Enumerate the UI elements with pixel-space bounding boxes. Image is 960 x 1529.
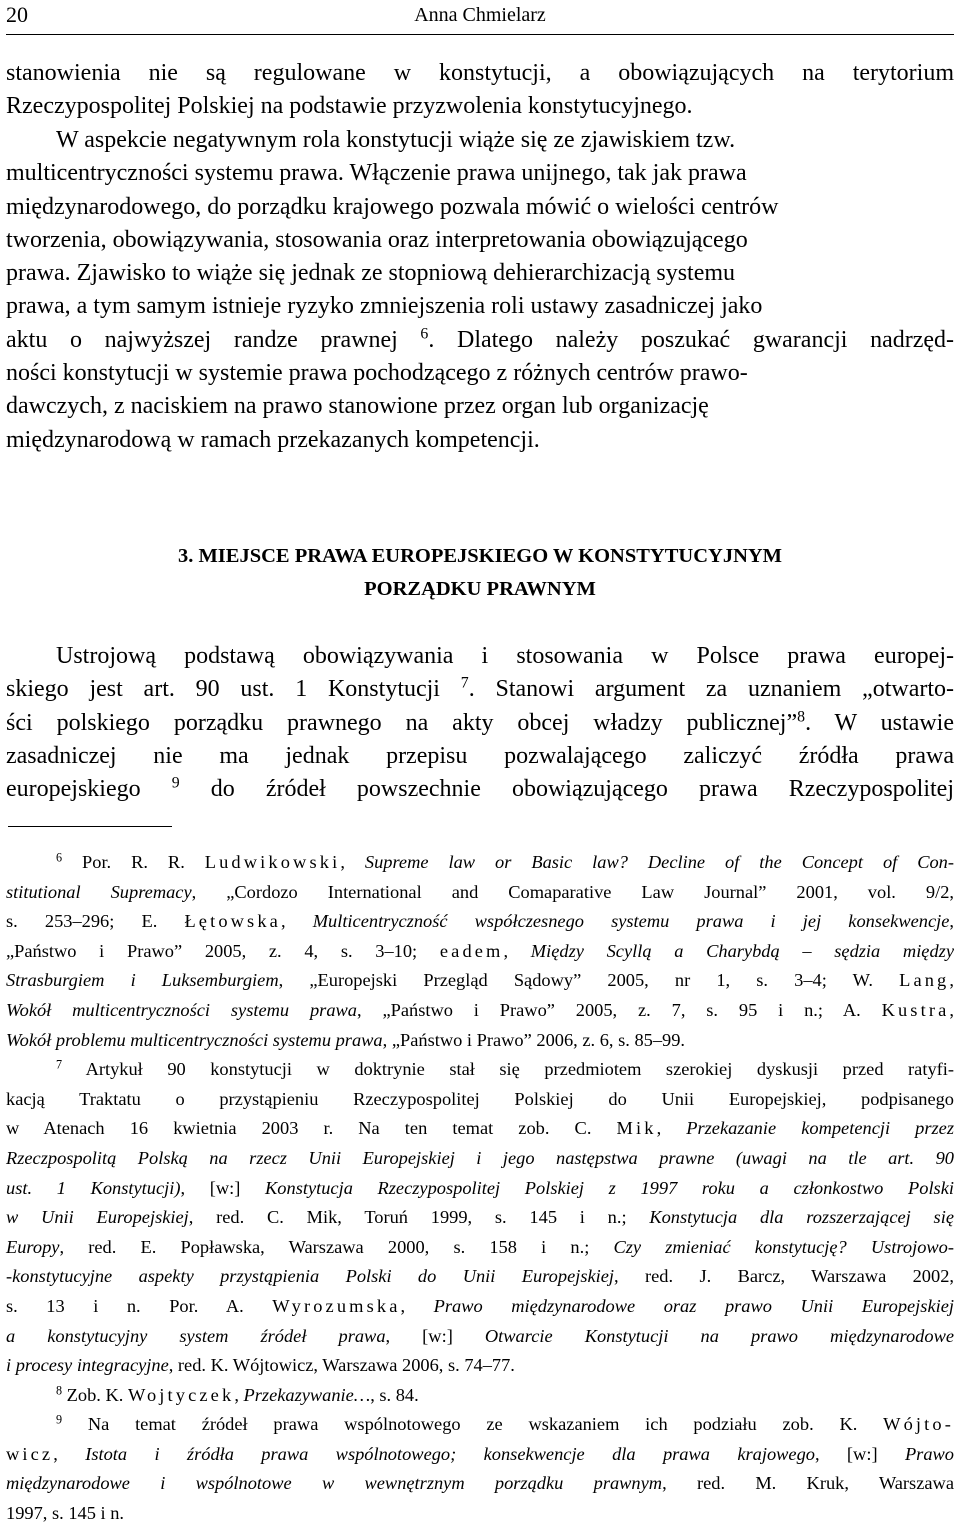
text-run: ści polskiego porządku prawnego na akty obcej władzy publicznej” xyxy=(6,709,798,736)
text-line: międzynarodową w ramach przekazanych kompetencji. xyxy=(6,426,540,453)
work-title: Prawo międzynarodowe oraz prawo Unii Europejskiej xyxy=(433,1295,954,1316)
footnote-line xyxy=(6,1085,954,1115)
footnote-line xyxy=(6,996,954,1026)
paragraph-multicentricity xyxy=(6,124,954,457)
work-title: a konstytucyjny system źródeł prawa xyxy=(6,1325,386,1346)
text-run: skiego jest art. 90 ust. 1 Konstytucji xyxy=(6,676,440,703)
footnote-8 xyxy=(6,1381,954,1411)
work-title: i procesy integracyjne xyxy=(6,1355,169,1376)
author-name: Ludwikowski xyxy=(204,852,341,872)
text-line: zasadniczej nie ma jednak przepisu pozwalającego zaliczyć źródła prawa xyxy=(6,742,954,769)
text-line: dawczych, z naciskiem na prawo stanowione przez organ lub organizację xyxy=(6,393,709,420)
text-line: stanowienia nie są regulowane w konstytucji, a obowiązujących na terytorium xyxy=(6,60,954,86)
work-title: Europy xyxy=(6,1236,60,1257)
text-run: , red. K. Wójtowicz, Warszawa 2006, s. 74–77. xyxy=(168,1355,515,1376)
text-run: , „Cordozo International and Comaparative Law Journal” 2001, vol. 9/2, xyxy=(191,881,955,902)
text-run: . Dlatego należy poszukać gwarancji nadrzęd- xyxy=(428,326,955,353)
text-run: Por. R. R. xyxy=(62,852,205,872)
text-line: Ustrojową podstawą obowiązywania i stosowania w Polsce prawa europej- xyxy=(56,643,954,669)
author-name: eadem xyxy=(439,940,504,961)
paragraph-legal-basis xyxy=(6,640,954,806)
footnote-number: 7 xyxy=(56,1057,63,1072)
author-name: Łętowska xyxy=(184,911,281,932)
work-title: Konstytucja Rzeczypospolitej Polskiej z 1997 roku a członkostwo Polski xyxy=(265,1177,954,1198)
text-run: , xyxy=(949,911,955,932)
footnote-line xyxy=(6,1144,954,1174)
footnote-separator xyxy=(8,826,172,827)
text-run: , xyxy=(340,852,365,872)
footnote-number: 6 xyxy=(56,850,63,865)
text-run: , [w:] xyxy=(814,1443,905,1464)
text-run: 1997, s. 145 i n. xyxy=(6,1503,125,1524)
section-heading-line: PORZĄDKU PRAWNYM xyxy=(364,578,596,600)
text-line: multicentryczności systemu prawa. Włączenie prawa unijnego, tak jak prawa xyxy=(6,160,747,187)
text-run: , red. E. Popławska, Warszawa 2000, s. 158 i n.; xyxy=(59,1236,614,1257)
text-line xyxy=(6,707,954,740)
text-run: , „Europejski Przegląd Sądowy” 2005, nr 1, s. 3–4; W. xyxy=(278,970,900,991)
running-head: Anna Chmielarz xyxy=(414,4,546,26)
footnote-line xyxy=(6,966,954,996)
text-line: tworzenia, obowiązywania, stosowania oraz interpretowania obowiązującego xyxy=(6,226,748,253)
text-run: , xyxy=(503,940,531,961)
text-run: Zob. K. xyxy=(62,1384,128,1405)
text-line: W aspekcie negatywnym rola konstytucji wiąże się ze zjawiskiem tzw. xyxy=(56,127,736,153)
work-title: Czy zmieniać konstytucję? Ustrojowo- xyxy=(613,1236,954,1257)
text-run: , xyxy=(400,1295,434,1316)
text-run: , red. C. Mik, Toruń 1999, s. 145 i n.; xyxy=(188,1207,650,1228)
footnote-6 xyxy=(6,848,954,878)
footnote-line xyxy=(6,1026,954,1056)
text-run: , [w:] xyxy=(180,1177,266,1198)
footnote-line xyxy=(6,1469,954,1499)
text-run: , xyxy=(234,1384,244,1405)
author-name: Wójto- xyxy=(883,1414,954,1435)
footnote-line xyxy=(6,1174,954,1204)
text-run: Artykuł 90 konstytucji w doktrynie stał się przedmiotem szerokiej dyskusji przed ratyfi- xyxy=(62,1059,954,1080)
work-title: Otwarcie Konstytucji na prawo międzynarodowe xyxy=(484,1325,955,1346)
work-title: w Unii Europejskiej xyxy=(6,1207,189,1228)
work-title: Istota i źródła prawa wspólnotowego; konsekwencje dla prawa krajowego xyxy=(85,1443,815,1464)
text-run: , red. M. Kruk, Warszawa xyxy=(662,1473,954,1494)
text-run: , „Państwo i Prawo” 2005, z. 7, s. 95 i n.; A. xyxy=(357,999,882,1020)
work-title: międzynarodowe i wspólnotowe w wewnętrznym porządku prawnym xyxy=(6,1473,663,1494)
work-title: Wokół problemu multicentryczności systemu prawa xyxy=(6,1029,383,1050)
work-title: Supreme law or Basic law? Decline of the Concept of Con- xyxy=(364,852,954,872)
author-name: Lang xyxy=(899,970,950,991)
footnote-number: 9 xyxy=(56,1412,63,1427)
author-name: Wojtyczek xyxy=(127,1384,235,1405)
work-title: Przekazywanie… xyxy=(243,1384,371,1405)
text-run: Na temat źródeł prawa wspólnotowego ze wskazaniem ich podziału zob. K. xyxy=(62,1414,884,1435)
text-run: kacją Traktatu o przystąpieniu Rzeczypospolitej Polskiej do Unii Europejskiej, podpisanego xyxy=(6,1088,954,1109)
work-title: stitutional Supremacy xyxy=(6,881,192,902)
work-title: Rzeczpospolitą Polską na rzecz Unii Europejskiej i jego następstwa prawne (uwagi na tle art. 90 xyxy=(6,1147,954,1168)
text-run: , red. J. Barcz, Warszawa 2002, xyxy=(614,1266,954,1287)
work-title: Multicentryczność współczesnego systemu prawa i jej konsekwencje xyxy=(312,911,950,932)
footnote-line xyxy=(6,1322,954,1352)
footnote-line xyxy=(6,1233,954,1263)
work-title: ust. 1 Konstytucji) xyxy=(6,1177,181,1198)
text-run: do źródeł powszechnie obowiązującego prawa Rzeczypospolitej xyxy=(179,776,954,803)
work-title: Strasburgiem i Luksemburgiem xyxy=(6,970,279,991)
author-name: Kustra xyxy=(881,999,950,1020)
footnote-line xyxy=(6,1351,954,1381)
text-run: s. 253–296; E. xyxy=(6,911,185,932)
footnote-9 xyxy=(6,1410,954,1440)
text-run: , xyxy=(949,999,954,1020)
text-run: , xyxy=(949,970,954,991)
footnote-7 xyxy=(6,1055,954,1085)
page-number: 20 xyxy=(6,2,28,27)
footnote-line xyxy=(6,1440,954,1470)
text-line: prawa, a tym samym istnieje ryzyko zmniejszenia roli ustawy zasadniczej jako xyxy=(6,293,763,320)
work-title: -konstytucyjne aspekty przystąpienia Polski do Unii Europejskiej xyxy=(6,1266,615,1287)
footnote-line xyxy=(6,1203,954,1233)
text-line xyxy=(6,673,954,706)
text-run: , [w:] xyxy=(385,1325,485,1346)
text-run: europejskiego xyxy=(6,776,141,803)
text-run: , xyxy=(53,1443,86,1464)
footnotes xyxy=(6,848,954,1529)
work-title: Między Scyllą a Charybdą – sędzia między xyxy=(530,940,954,961)
text-line: prawa. Zjawisko to wiąże się jednak ze stopniową dehierarchizacją systemu xyxy=(6,260,736,287)
work-title: Konstytucja dla rozszerzającej się xyxy=(649,1207,954,1228)
author-name: Mik xyxy=(616,1118,657,1139)
text-run: aktu o najwyższej randze prawnej xyxy=(6,326,398,353)
footnote-line xyxy=(6,1292,954,1322)
footnote-ref-6[interactable]: 6 xyxy=(420,325,429,343)
section-heading-line: 3. MIEJSCE PRAWA EUROPEJSKIEGO W KONSTYTUCYJNYM xyxy=(177,545,783,567)
footnote-line xyxy=(6,907,954,937)
work-title: Przekazanie kompetencji przez xyxy=(686,1118,954,1139)
text-line: ności konstytucji w systemie prawa pochodzącego z różnych centrów prawo- xyxy=(6,360,748,387)
paragraph-continuation xyxy=(6,57,954,124)
footnote-number: 8 xyxy=(56,1383,63,1398)
text-run: w Atenach 16 kwietnia 2003 r. Na ten temat zob. C. xyxy=(6,1118,617,1139)
footnote-ref-9[interactable]: 9 xyxy=(171,774,180,792)
text-run: , „Państwo i Prawo” 2006, z. 6, s. 85–99. xyxy=(382,1029,686,1050)
author-name: wicz xyxy=(6,1443,54,1464)
footnote-line xyxy=(6,878,954,908)
text-run: . Stanowi argument za uznaniem „otwarto- xyxy=(468,676,955,703)
footnote-ref-8[interactable]: 8 xyxy=(797,707,806,725)
footnote-line xyxy=(6,937,954,967)
text-run: s. 13 i n. Por. A. xyxy=(6,1295,273,1316)
text-run: , s. 84. xyxy=(370,1384,419,1405)
text-run: , xyxy=(656,1118,687,1139)
text-run: „Państwo i Prawo” 2005, z. 4, s. 3–10; xyxy=(6,940,440,961)
text-line: międzynarodowego, do porządku krajowego pozwala mówić o wielości centrów xyxy=(6,193,779,220)
work-title: Prawo xyxy=(904,1443,955,1464)
text-run: . W ustawie xyxy=(805,709,954,736)
page-header xyxy=(6,0,954,35)
text-line: Rzeczypospolitej Polskiej na podstawie przyzwolenia konstytucyjnego. xyxy=(6,93,693,120)
text-line xyxy=(6,324,954,357)
footnote-line xyxy=(6,1499,954,1529)
text-line xyxy=(6,773,954,806)
footnote-ref-7[interactable]: 7 xyxy=(460,674,469,692)
text-run: , xyxy=(280,911,313,932)
author-name: Wyrozumska xyxy=(272,1295,401,1316)
section-heading xyxy=(6,540,954,606)
work-title: Wokół multicentryczności systemu prawa xyxy=(6,999,357,1020)
footnote-line xyxy=(6,1262,954,1292)
footnote-line xyxy=(6,1114,954,1144)
